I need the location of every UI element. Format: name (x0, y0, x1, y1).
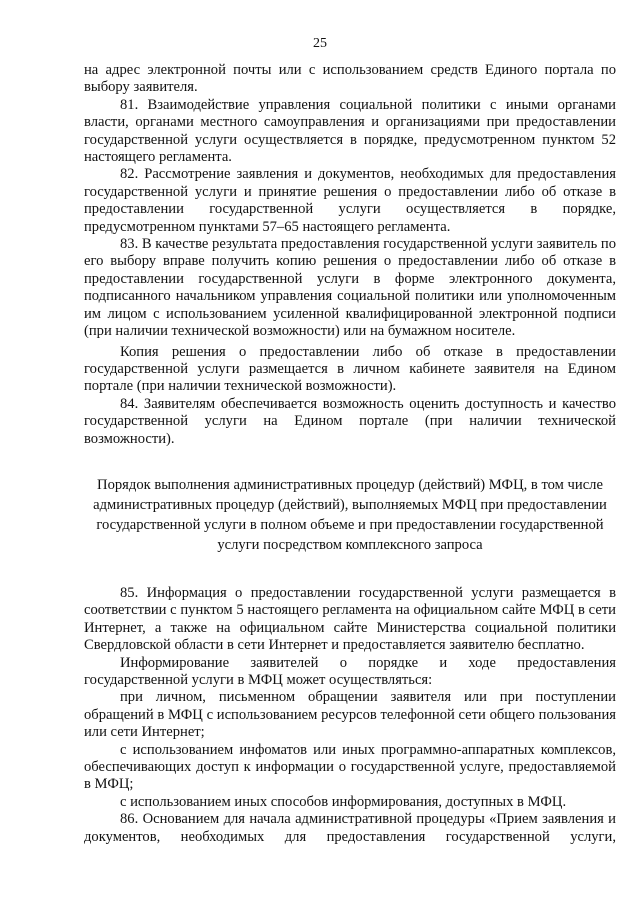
paragraph-82: 82. Рассмотрение заявления и документов, необходимых для предоставления государственной услуги и принятие решения о предоставлении либо об отказе в предоставлении государственной услуги осуществляется в порядке, предусмотренном пунктами 57–65 настоящего регламента. (84, 166, 616, 235)
paragraph-81: 81. Взаимодействие управления социальной политики с иными органами власти, органами местного самоуправления и организациями при предоставлении государственной услуги осуществляется в порядке, предусмотренном пунктом 52 настоящего регламента. (84, 96, 616, 166)
section-heading-line: государственной услуги в полном объеме и при предоставлении государственной (96, 516, 604, 533)
paragraph-86: 86. Основанием для начала административной процедуры «Прием заявления и документов, необходимых для предоставления государственной услуги, (84, 811, 616, 845)
paragraph-list-item: с использованием инфоматов или иных программно-аппаратных комплексов, обеспечивающих доступ к информации о государственной услуге, предоставляемой в МФЦ; (84, 741, 616, 793)
paragraph-84: 84. Заявителям обеспечивается возможность оценить доступность и качество государственной услуги на Едином портале (при наличии технической возможности). (84, 395, 616, 447)
section-heading-line: Порядок выполнения административных процедур (действий) МФЦ, в том числе (97, 476, 603, 493)
section-heading (84, 475, 616, 555)
paragraph-85: 85. Информация о предоставлении государственной услуги размещается в соответствии с пунктом 5 настоящего регламента на официальном сайте МФЦ в сети Интернет, а также на официальном сайте Министерства социальной политики Свердловской области в сети Интернет и предоставляется заявителю бесплатно. (84, 584, 616, 654)
paragraph-informing: Информирование заявителей о порядке и ходе предоставления государственной услуги в МФЦ может осуществляться: (84, 654, 616, 688)
section-heading-line: услуги посредством комплексного запроса (217, 536, 483, 553)
paragraph-83: 83. В качестве результата предоставления государственной услуги заявитель по его выбору вправе получить копию решения о предоставлении либо об отказе в предоставлении государственной услуги в форме электронного документа, подписанного начальником управления социальной политики или уполномоченным им лицом с использованием усиленной квалифицированной электронной подписи (при наличии технической возможности) или на бумажном носителе. (84, 236, 616, 340)
document-body (84, 62, 616, 846)
section-heading-line: административных процедур (действий), выполняемых МФЦ при предоставлении (93, 496, 607, 513)
page-number: 25 (313, 36, 327, 51)
paragraph-list-item: с использованием иных способов информирования, доступных в МФЦ. (120, 793, 567, 810)
paragraph-copy-decision: Копия решения о предоставлении либо об отказе в предоставлении государственной услуги размещается в личном кабинете заявителя на Едином портале (при наличии технической возможности). (84, 343, 616, 395)
paragraph-list-item: при личном, письменном обращении заявителя или при поступлении обращений в МФЦ с использованием ресурсов телефонной сети общего пользования или сети Интернет; (84, 689, 616, 741)
paragraph-continuation: на адрес электронной почты или с использованием средств Единого портала по выбору заявителя. (84, 62, 616, 96)
